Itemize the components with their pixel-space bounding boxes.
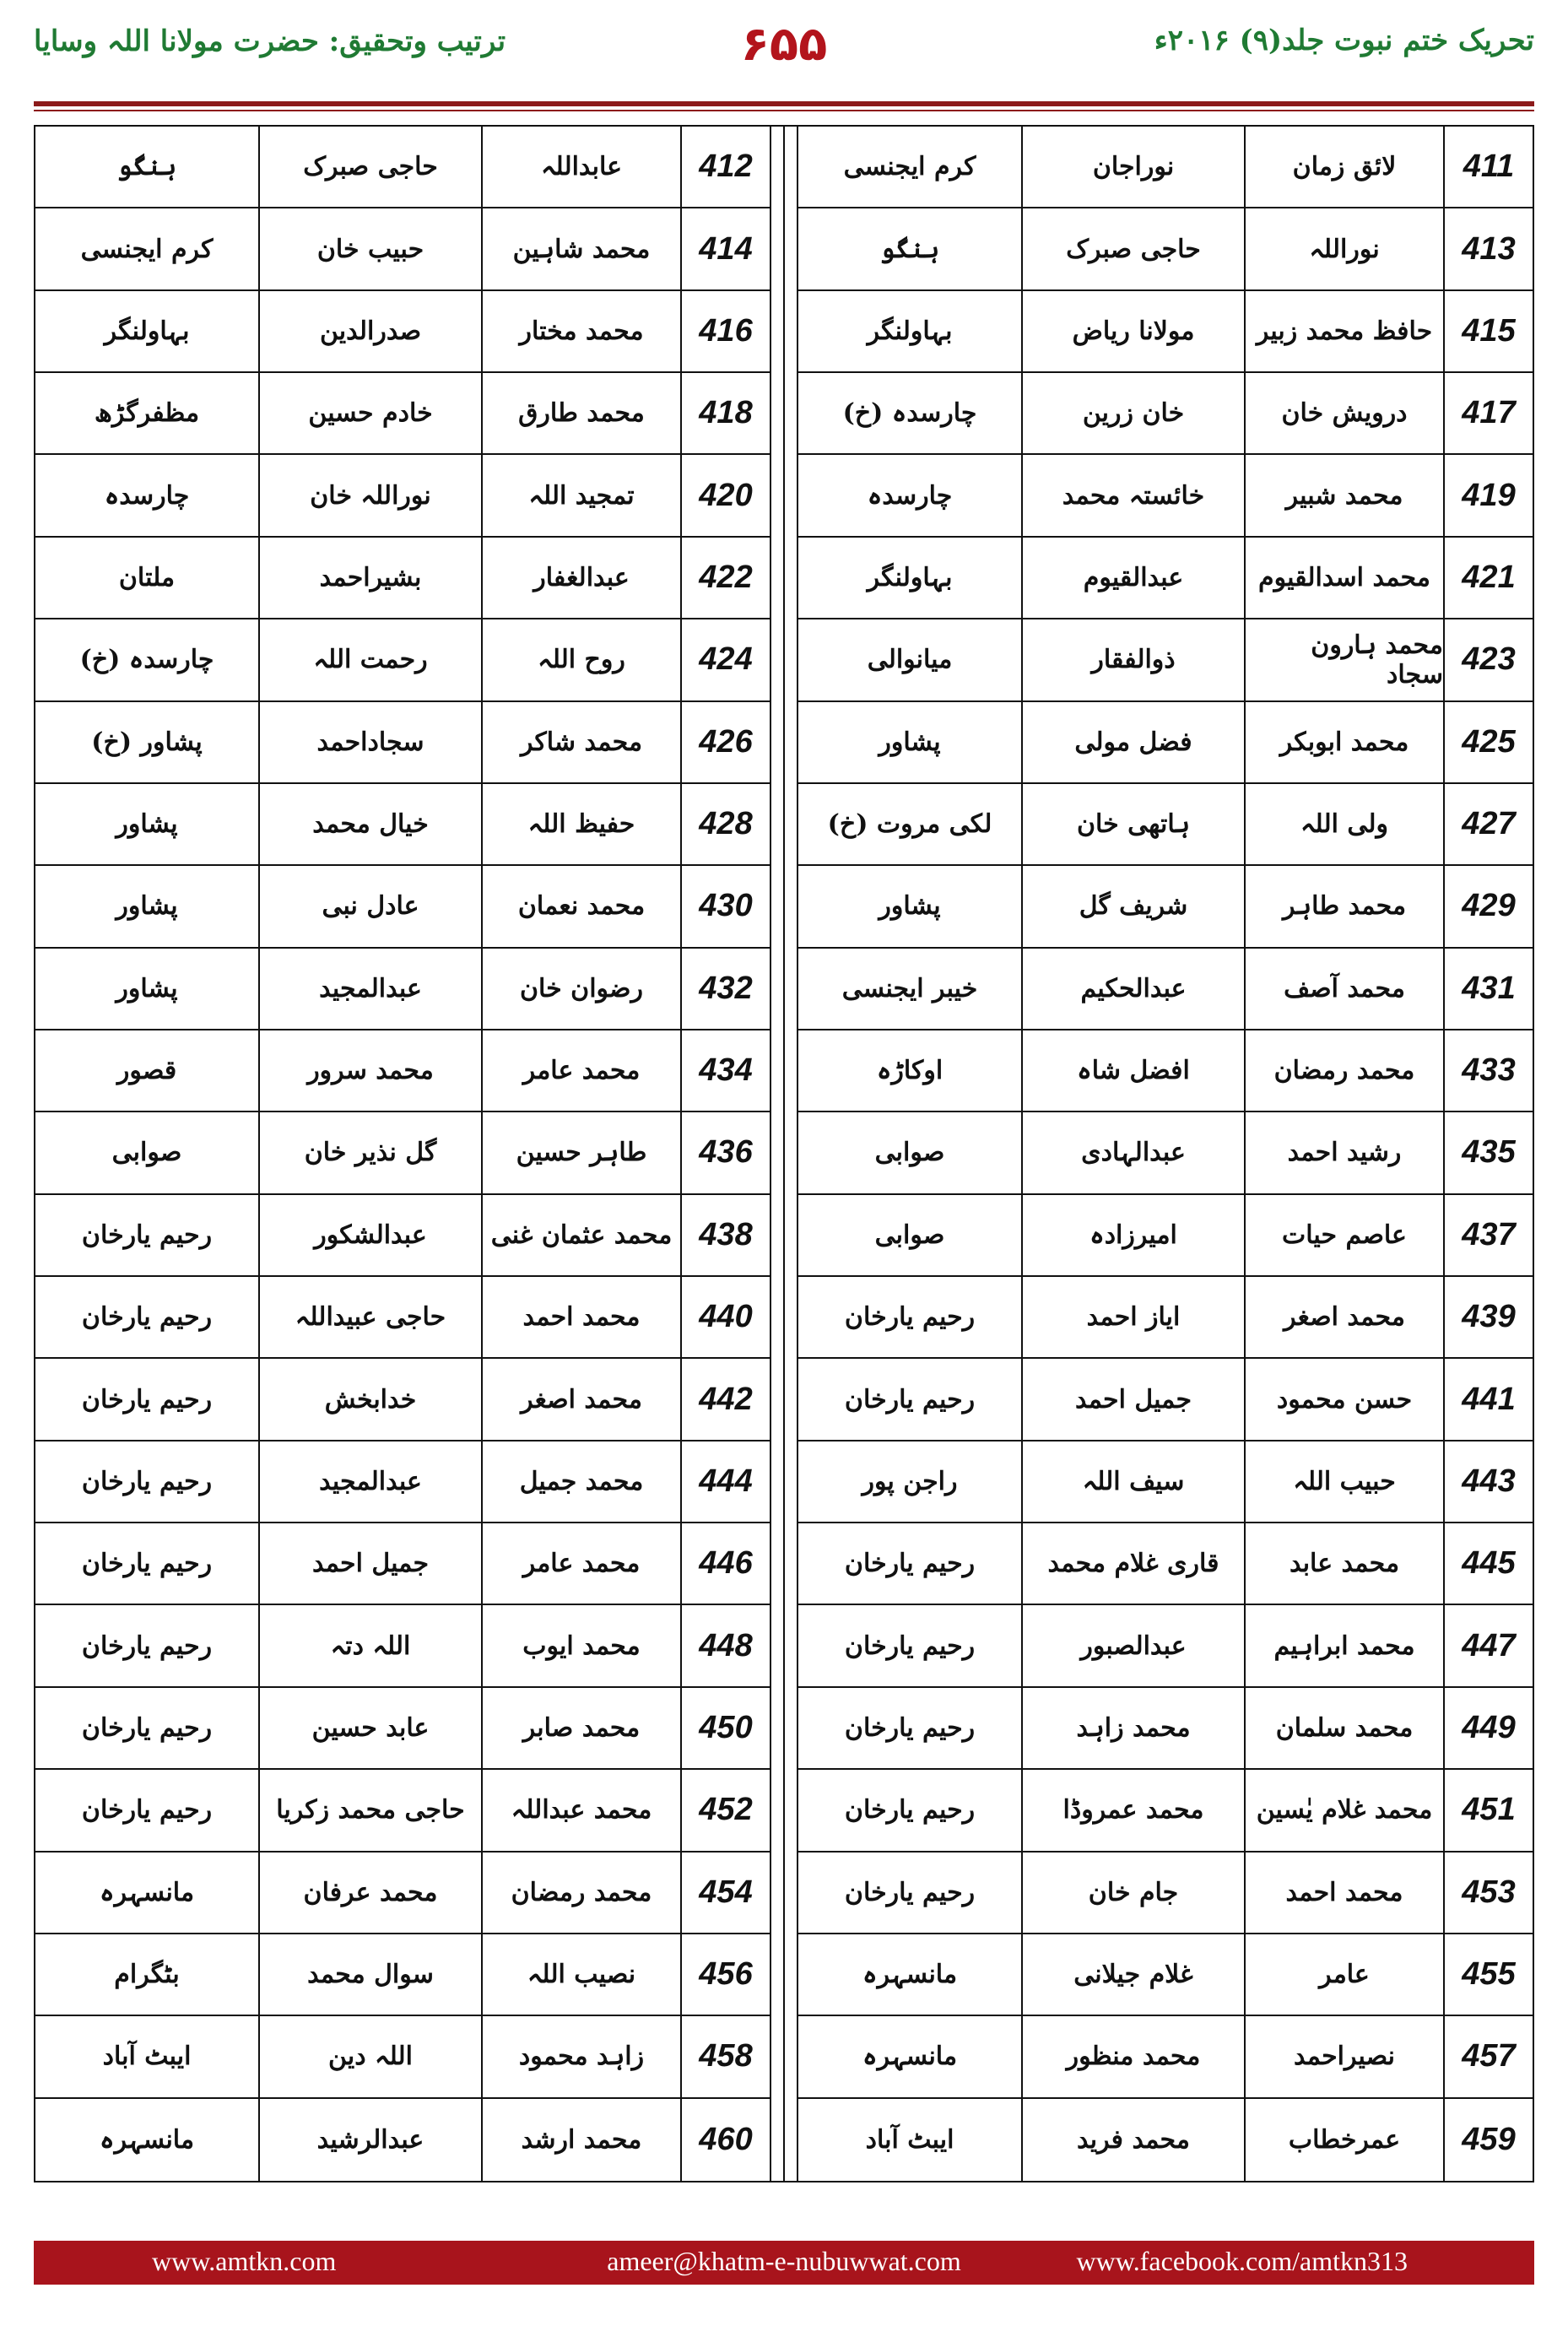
- entry-name: محمد عامر: [481, 1030, 680, 1111]
- entry-father-name: حبیب خان: [258, 208, 481, 289]
- entry-father-name: عبدالشکور: [258, 1195, 481, 1275]
- entry-number: 458: [680, 2016, 770, 2096]
- entry-name: محمد شاہین: [481, 208, 680, 289]
- entry-place: راجن پور: [862, 1466, 958, 1496]
- entry-number: 447: [1443, 1605, 1533, 1685]
- table-row: [798, 866, 1533, 948]
- entry-place: ہنگو: [116, 152, 177, 182]
- page-number: ۶۵۵: [740, 17, 828, 72]
- entry-name: محمد عبداللہ: [481, 1770, 680, 1850]
- table-row: [798, 291, 1533, 373]
- table-row: [35, 1112, 770, 1194]
- entry-father-name: ہاتھی خان: [1021, 784, 1244, 864]
- table-row: [798, 538, 1533, 619]
- entry-number: 459: [1443, 2099, 1533, 2181]
- entry-place: مظفرگڑھ: [94, 398, 200, 429]
- entry-number: 422: [680, 538, 770, 618]
- entry-name: نصیراحمد: [1244, 2016, 1443, 2096]
- table-row: [35, 1195, 770, 1277]
- entry-number: 414: [680, 208, 770, 289]
- entry-number: 454: [680, 1853, 770, 1933]
- table-row: [35, 538, 770, 619]
- table-column-separator: [770, 127, 798, 2181]
- entry-number: 453: [1443, 1853, 1533, 1933]
- footer-facebook: www.facebook.com/amtkn313: [1076, 2246, 1408, 2276]
- entry-place: رحیم یارخان: [81, 1466, 213, 1496]
- entry-name: محمد ارشد: [481, 2099, 680, 2181]
- entry-name: محمد ابراہیم: [1244, 1605, 1443, 1685]
- table-row: [798, 1441, 1533, 1523]
- entry-number: 430: [680, 866, 770, 946]
- entry-place: مانسہرہ: [862, 2042, 958, 2072]
- table-row: [798, 1112, 1533, 1194]
- table-row: [798, 1605, 1533, 1687]
- entry-number: 415: [1443, 291, 1533, 371]
- entry-place: رحیم یارخان: [81, 1384, 213, 1414]
- entry-place: رحیم یارخان: [81, 1795, 213, 1825]
- entry-father-name: خیال محمد: [258, 784, 481, 864]
- entry-place: بٹگرام: [114, 1960, 180, 1990]
- entry-father-name: جمیل احمد: [258, 1523, 481, 1604]
- entry-place: مانسہرہ: [862, 1960, 958, 1990]
- entry-number: 439: [1443, 1277, 1533, 1357]
- entry-place: ہنگو: [879, 234, 940, 264]
- entry-number: 440: [680, 1277, 770, 1357]
- entry-place: چارسدہ: [104, 480, 190, 511]
- entry-name: حفیظ اللہ: [481, 784, 680, 864]
- entry-number: 426: [680, 702, 770, 782]
- entry-number: 433: [1443, 1030, 1533, 1111]
- entry-father-name: حاجی عبیداللہ: [258, 1277, 481, 1357]
- table-row: [35, 702, 770, 784]
- names-table: [34, 125, 1534, 2182]
- table-row: [798, 208, 1533, 290]
- table-row: [35, 1277, 770, 1359]
- page-header: [34, 17, 1534, 72]
- entry-number: 428: [680, 784, 770, 864]
- table-row: [798, 702, 1533, 784]
- entry-father-name: محمد عمروڈا: [1021, 1770, 1244, 1850]
- table-row: [35, 455, 770, 537]
- entry-father-name: بشیراحمد: [258, 538, 481, 618]
- table-row: [35, 784, 770, 866]
- table-row: [798, 1770, 1533, 1852]
- entry-father-name: قاری غلام محمد: [1021, 1523, 1244, 1604]
- table-row: [798, 1523, 1533, 1605]
- entry-name: عابداللہ: [481, 127, 680, 207]
- entry-name: محمد عابد: [1244, 1523, 1443, 1604]
- table-row: [35, 127, 770, 208]
- entry-place: بہاولنگر: [867, 562, 953, 592]
- table-row: [798, 784, 1533, 866]
- entry-father-name: نوراللہ خان: [258, 455, 481, 535]
- footer-email: ameer@khatm-e-nubuwwat.com: [607, 2246, 961, 2276]
- entry-name: محمد مختار: [481, 291, 680, 371]
- entry-name: محمد ہارون سجاد: [1244, 619, 1443, 700]
- compiler-credit: ترتیب وتحقیق: حضرت مولانا اللہ وسایا: [34, 24, 506, 58]
- table-row: [35, 619, 770, 701]
- entry-place: بہاولنگر: [104, 316, 190, 346]
- entry-place: رحیم یارخان: [81, 1549, 213, 1579]
- entry-number: 411: [1443, 127, 1533, 207]
- entry-number: 451: [1443, 1770, 1533, 1850]
- entry-number: 450: [680, 1688, 770, 1768]
- entry-place: بہاولنگر: [867, 316, 953, 346]
- entry-place: چارسدہ (خ): [79, 645, 214, 675]
- entry-name: رضوان خان: [481, 949, 680, 1029]
- entry-number: 449: [1443, 1688, 1533, 1768]
- table-row: [35, 1359, 770, 1441]
- entry-name: محمد ابوبکر: [1244, 702, 1443, 782]
- table-row: [798, 2016, 1533, 2098]
- entry-number: 417: [1443, 373, 1533, 453]
- entry-place: ایبٹ آباد: [865, 2124, 954, 2155]
- entry-number: 445: [1443, 1523, 1533, 1604]
- entry-place: رحیم یارخان: [844, 1549, 976, 1579]
- entry-father-name: عبدالرشید: [258, 2099, 481, 2181]
- entry-place: رحیم یارخان: [844, 1795, 976, 1825]
- entry-name: عاصم حیات: [1244, 1195, 1443, 1275]
- entry-place: پشاور: [116, 809, 178, 840]
- entry-father-name: افضل شاہ: [1021, 1030, 1244, 1111]
- entry-father-name: نوراجان: [1021, 127, 1244, 207]
- entry-place: رحیم یارخان: [844, 1713, 976, 1743]
- entry-father-name: عبدالمجید: [258, 1441, 481, 1522]
- table-row: [35, 2099, 770, 2181]
- entry-place: رحیم یارخان: [844, 1384, 976, 1414]
- entry-number: 413: [1443, 208, 1533, 289]
- entry-name: تمجید اللہ: [481, 455, 680, 535]
- entry-father-name: عبدالہادی: [1021, 1112, 1244, 1193]
- entry-place: رحیم یارخان: [81, 1302, 213, 1333]
- book-title: تحریک ختم نبوت جلد(۹) ۲۰۱۶ء: [1154, 24, 1534, 57]
- entry-name: محمد غلام یٰسین: [1244, 1770, 1443, 1850]
- entry-name: محمد طارق: [481, 373, 680, 453]
- entry-place: چارسدہ: [867, 480, 953, 511]
- entry-name: حافظ محمد زبیر: [1244, 291, 1443, 371]
- entry-father-name: خادم حسین: [258, 373, 481, 453]
- entry-name: زاہد محمود: [481, 2016, 680, 2096]
- entry-name: محمد عثمان غنی: [481, 1195, 680, 1275]
- entry-number: 416: [680, 291, 770, 371]
- entry-name: محمد سلمان: [1244, 1688, 1443, 1768]
- entry-father-name: صدرالدین: [258, 291, 481, 371]
- entry-name: محمد اسدالقیوم: [1244, 538, 1443, 618]
- entry-name: محمد احمد: [1244, 1853, 1443, 1933]
- table-row: [35, 1770, 770, 1852]
- entry-name: محمد احمد: [481, 1277, 680, 1357]
- entry-number: 443: [1443, 1441, 1533, 1522]
- entry-place: صوابی: [874, 1138, 945, 1168]
- entry-father-name: اللہ دتہ: [258, 1605, 481, 1685]
- table-row: [798, 373, 1533, 455]
- entry-father-name: شریف گل: [1021, 866, 1244, 946]
- entry-number: 456: [680, 1934, 770, 2015]
- entry-name: محمد شبیر: [1244, 455, 1443, 535]
- entry-name: محمد عامر: [481, 1523, 680, 1604]
- table-row: [798, 949, 1533, 1030]
- entry-number: 444: [680, 1441, 770, 1522]
- entry-number: 432: [680, 949, 770, 1029]
- entry-place: لکی مروت (خ): [827, 809, 992, 840]
- entry-number: 427: [1443, 784, 1533, 864]
- entry-name: نصیب اللہ: [481, 1934, 680, 2015]
- entry-father-name: رحمت اللہ: [258, 619, 481, 700]
- entry-number: 446: [680, 1523, 770, 1604]
- entry-father-name: اللہ دین: [258, 2016, 481, 2096]
- entry-place: پشاور: [879, 891, 941, 922]
- entry-number: 418: [680, 373, 770, 453]
- table-left-half: [35, 127, 770, 2181]
- entry-father-name: محمد منظور: [1021, 2016, 1244, 2096]
- entry-number: 423: [1443, 619, 1533, 700]
- entry-name: ولی اللہ: [1244, 784, 1443, 864]
- entry-number: 420: [680, 455, 770, 535]
- entry-father-name: حاجی محمد زکریا: [258, 1770, 481, 1850]
- entry-place: میانوالی: [867, 645, 953, 675]
- entry-number: 434: [680, 1030, 770, 1111]
- table-row: [35, 1523, 770, 1605]
- table-row: [35, 373, 770, 455]
- header-rule-thick: [34, 101, 1534, 106]
- entry-number: 452: [680, 1770, 770, 1850]
- entry-name: محمد نعمان: [481, 866, 680, 946]
- entry-name: روح اللہ: [481, 619, 680, 700]
- entry-father-name: ذوالفقار: [1021, 619, 1244, 700]
- entry-father-name: ایاز احمد: [1021, 1277, 1244, 1357]
- table-row: [35, 2016, 770, 2098]
- entry-name: عامر: [1244, 1934, 1443, 2015]
- entry-place: مانسہرہ: [99, 1877, 195, 1907]
- entry-father-name: حاجی صبرک: [258, 127, 481, 207]
- entry-name: حسن محمود: [1244, 1359, 1443, 1439]
- entry-father-name: سجاداحمد: [258, 702, 481, 782]
- entry-number: 431: [1443, 949, 1533, 1029]
- entry-father-name: گل نذیر خان: [258, 1112, 481, 1193]
- entry-father-name: خان زرین: [1021, 373, 1244, 453]
- entry-name: محمد آصف: [1244, 949, 1443, 1029]
- table-row: [35, 1853, 770, 1934]
- entry-number: 424: [680, 619, 770, 700]
- page-footer: [34, 2241, 1534, 2285]
- table-row: [35, 1605, 770, 1687]
- table-row: [35, 866, 770, 948]
- entry-father-name: حاجی صبرک: [1021, 208, 1244, 289]
- entry-name: محمد رمضان: [481, 1853, 680, 1933]
- entry-father-name: سیف اللہ: [1021, 1441, 1244, 1522]
- entry-number: 412: [680, 127, 770, 207]
- entry-father-name: محمد فرید: [1021, 2099, 1244, 2181]
- entry-number: 425: [1443, 702, 1533, 782]
- entry-place: صوابی: [111, 1138, 182, 1168]
- entry-name: رشید احمد: [1244, 1112, 1443, 1193]
- entry-name: حبیب اللہ: [1244, 1441, 1443, 1522]
- entry-place: رحیم یارخان: [81, 1631, 213, 1661]
- entry-name: محمد اصغر: [1244, 1277, 1443, 1357]
- entry-place: رحیم یارخان: [81, 1713, 213, 1743]
- table-row: [35, 1030, 770, 1112]
- footer-website: www.amtkn.com: [152, 2246, 337, 2276]
- entry-father-name: محمد زاہد: [1021, 1688, 1244, 1768]
- entry-number: 442: [680, 1359, 770, 1439]
- entry-number: 429: [1443, 866, 1533, 946]
- entry-name: عبدالغفار: [481, 538, 680, 618]
- entry-father-name: عبدالقیوم: [1021, 538, 1244, 618]
- table-right-half: [798, 127, 1533, 2181]
- entry-number: 419: [1443, 455, 1533, 535]
- table-row: [798, 1853, 1533, 1934]
- table-row: [35, 1934, 770, 2016]
- table-row: [798, 1195, 1533, 1277]
- entry-name: نوراللہ: [1244, 208, 1443, 289]
- entry-father-name: مولانا ریاض: [1021, 291, 1244, 371]
- entry-father-name: فضل مولی: [1021, 702, 1244, 782]
- header-rule-thin: [34, 110, 1534, 111]
- entry-father-name: جام خان: [1021, 1853, 1244, 1933]
- entry-number: 455: [1443, 1934, 1533, 2015]
- entry-name: محمد اصغر: [481, 1359, 680, 1439]
- entry-number: 460: [680, 2099, 770, 2181]
- entry-name: محمد رمضان: [1244, 1030, 1443, 1111]
- entry-name: محمد شاکر: [481, 702, 680, 782]
- entry-number: 457: [1443, 2016, 1533, 2096]
- entry-name: درویش خان: [1244, 373, 1443, 453]
- entry-number: 421: [1443, 538, 1533, 618]
- entry-number: 448: [680, 1605, 770, 1685]
- table-row: [798, 1688, 1533, 1770]
- entry-place: پشاور: [116, 891, 178, 922]
- entry-father-name: عبدالصبور: [1021, 1605, 1244, 1685]
- entry-father-name: جمیل احمد: [1021, 1359, 1244, 1439]
- table-row: [798, 127, 1533, 208]
- entry-father-name: عادل نبی: [258, 866, 481, 946]
- entry-place: ایبٹ آباد: [102, 2042, 192, 2072]
- entry-number: 438: [680, 1195, 770, 1275]
- entry-place: مانسہرہ: [99, 2124, 195, 2155]
- entry-number: 435: [1443, 1112, 1533, 1193]
- table-row: [798, 1934, 1533, 2016]
- entry-place: رحیم یارخان: [844, 1302, 976, 1333]
- entry-place: صوابی: [874, 1220, 945, 1250]
- entry-place: اوکاڑہ: [876, 1056, 944, 1086]
- entry-father-name: غلام جیلانی: [1021, 1934, 1244, 2015]
- entry-father-name: محمد عرفان: [258, 1853, 481, 1933]
- entry-place: چارسدہ (خ): [842, 398, 977, 429]
- entry-number: 436: [680, 1112, 770, 1193]
- entry-name: طاہر حسین: [481, 1112, 680, 1193]
- entry-place: پشاور (خ): [91, 727, 203, 757]
- entry-name: محمد جمیل: [481, 1441, 680, 1522]
- table-row: [798, 619, 1533, 701]
- entry-place: رحیم یارخان: [844, 1877, 976, 1907]
- table-row: [798, 455, 1533, 537]
- entry-name: لائق زمان: [1244, 127, 1443, 207]
- entry-father-name: سوال محمد: [258, 1934, 481, 2015]
- entry-father-name: عابد حسین: [258, 1688, 481, 1768]
- table-row: [35, 208, 770, 290]
- entry-place: ملتان: [118, 562, 176, 592]
- entry-father-name: خائستہ محمد: [1021, 455, 1244, 535]
- entry-name: محمد ایوب: [481, 1605, 680, 1685]
- entry-place: رحیم یارخان: [844, 1631, 976, 1661]
- table-row: [798, 2099, 1533, 2181]
- table-row: [35, 1441, 770, 1523]
- entry-father-name: عبدالحکیم: [1021, 949, 1244, 1029]
- entry-place: کرم ایجنسی: [80, 234, 214, 264]
- entry-place: پشاور: [116, 973, 178, 1003]
- entry-father-name: امیرزادہ: [1021, 1195, 1244, 1275]
- entry-place: رحیم یارخان: [81, 1220, 213, 1250]
- entry-father-name: خدابخش: [258, 1359, 481, 1439]
- entry-name: محمد صابر: [481, 1688, 680, 1768]
- entry-number: 441: [1443, 1359, 1533, 1439]
- table-row: [35, 1688, 770, 1770]
- table-row: [798, 1277, 1533, 1359]
- entry-name: عمرخطاب: [1244, 2099, 1443, 2181]
- entry-number: 437: [1443, 1195, 1533, 1275]
- entry-place: قصور: [116, 1056, 177, 1086]
- entry-place: کرم ایجنسی: [843, 152, 976, 182]
- table-row: [35, 291, 770, 373]
- table-row: [798, 1030, 1533, 1112]
- entry-place: خیبر ایجنسی: [841, 973, 978, 1003]
- table-row: [35, 949, 770, 1030]
- entry-name: محمد طاہر: [1244, 866, 1443, 946]
- entry-father-name: محمد سرور: [258, 1030, 481, 1111]
- table-row: [798, 1359, 1533, 1441]
- entry-father-name: عبدالمجید: [258, 949, 481, 1029]
- entry-place: پشاور: [879, 727, 941, 757]
